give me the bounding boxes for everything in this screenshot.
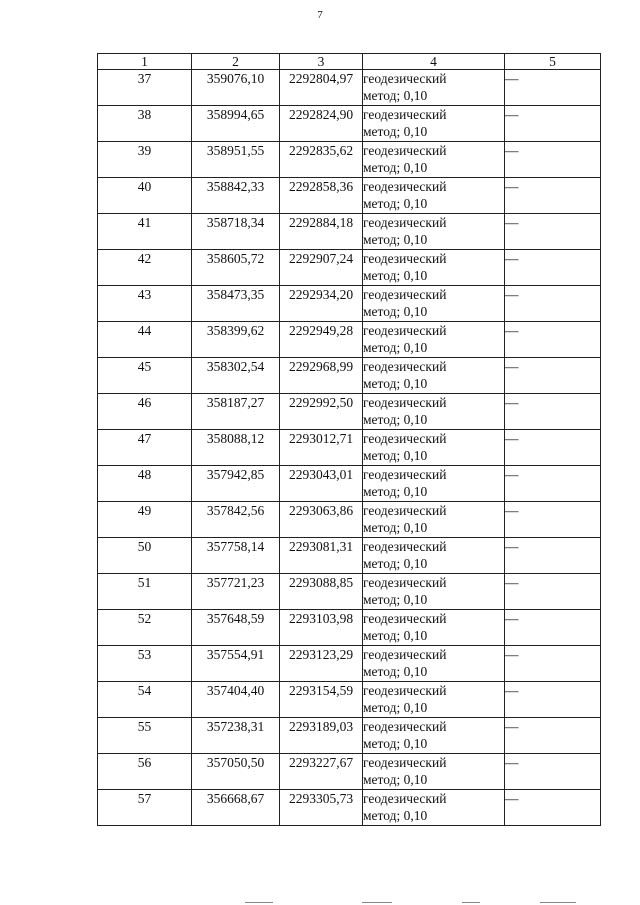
note-cell: —: [505, 682, 601, 718]
column-header: 5: [505, 54, 601, 70]
coordinate-x-cell: 358605,72: [192, 250, 280, 286]
method-cell: [363, 682, 505, 718]
coordinates-table: [97, 53, 601, 826]
method-accuracy: метод; 0,10: [363, 412, 428, 427]
method-accuracy: метод; 0,10: [363, 628, 428, 643]
note-cell: —: [505, 286, 601, 322]
coordinate-y-cell: 2292992,50: [280, 394, 363, 430]
method-accuracy: метод; 0,10: [363, 520, 428, 535]
column-header: 3: [280, 54, 363, 70]
point-number-cell: 57: [98, 790, 192, 826]
note-cell: —: [505, 322, 601, 358]
coordinate-y-cell: 2293123,29: [280, 646, 363, 682]
method-cell: [363, 358, 505, 394]
method-name: геодезический: [363, 791, 447, 806]
column-header: 2: [192, 54, 280, 70]
note-cell: —: [505, 178, 601, 214]
method-accuracy: метод; 0,10: [363, 808, 428, 823]
method-name: геодезический: [363, 539, 447, 554]
table-row: [98, 790, 601, 826]
point-number-cell: 45: [98, 358, 192, 394]
coordinate-y-cell: 2293227,67: [280, 754, 363, 790]
method-accuracy: метод; 0,10: [363, 88, 428, 103]
method-accuracy: метод; 0,10: [363, 124, 428, 139]
page-number: 7: [317, 9, 323, 21]
note-cell: —: [505, 430, 601, 466]
coordinate-y-cell: 2293154,59: [280, 682, 363, 718]
coordinate-y-cell: 2292858,36: [280, 178, 363, 214]
method-cell: [363, 250, 505, 286]
coordinate-y-cell: 2292884,18: [280, 214, 363, 250]
coordinate-x-cell: 357648,59: [192, 610, 280, 646]
coordinate-x-cell: 358302,54: [192, 358, 280, 394]
method-cell: [363, 286, 505, 322]
point-number-cell: 54: [98, 682, 192, 718]
coordinate-y-cell: 2292907,24: [280, 250, 363, 286]
table-row: [98, 754, 601, 790]
method-name: геодезический: [363, 215, 447, 230]
note-cell: —: [505, 718, 601, 754]
note-cell: —: [505, 538, 601, 574]
coordinate-x-cell: 358187,27: [192, 394, 280, 430]
method-name: геодезический: [363, 611, 447, 626]
coordinate-x-cell: 357758,14: [192, 538, 280, 574]
method-accuracy: метод; 0,10: [363, 448, 428, 463]
method-name: геодезический: [363, 647, 447, 662]
point-number-cell: 56: [98, 754, 192, 790]
method-accuracy: метод; 0,10: [363, 160, 428, 175]
method-name: геодезический: [363, 287, 447, 302]
method-accuracy: метод; 0,10: [363, 736, 428, 751]
table-row: [98, 466, 601, 502]
coordinate-x-cell: 358473,35: [192, 286, 280, 322]
note-cell: —: [505, 466, 601, 502]
point-number-cell: 41: [98, 214, 192, 250]
coordinate-y-cell: 2293081,31: [280, 538, 363, 574]
point-number-cell: 47: [98, 430, 192, 466]
table-row: [98, 286, 601, 322]
table-row: [98, 682, 601, 718]
table-row: [98, 538, 601, 574]
coordinate-y-cell: 2292968,99: [280, 358, 363, 394]
coordinate-y-cell: 2292804,97: [280, 70, 363, 106]
table-row: [98, 106, 601, 142]
method-cell: [363, 178, 505, 214]
method-cell: [363, 106, 505, 142]
coordinate-x-cell: 358951,55: [192, 142, 280, 178]
coordinate-y-cell: 2292934,20: [280, 286, 363, 322]
coordinate-x-cell: 356668,67: [192, 790, 280, 826]
method-cell: [363, 466, 505, 502]
table-row: [98, 250, 601, 286]
coordinate-y-cell: 2293189,03: [280, 718, 363, 754]
method-name: геодезический: [363, 755, 447, 770]
coordinate-y-cell: 2292824,90: [280, 106, 363, 142]
coordinate-x-cell: 357942,85: [192, 466, 280, 502]
note-cell: —: [505, 70, 601, 106]
coordinate-x-cell: 358842,33: [192, 178, 280, 214]
table-row: [98, 214, 601, 250]
table-row: [98, 718, 601, 754]
method-accuracy: метод; 0,10: [363, 268, 428, 283]
table-row: [98, 322, 601, 358]
coordinate-x-cell: 358088,12: [192, 430, 280, 466]
table-row: [98, 178, 601, 214]
note-cell: —: [505, 646, 601, 682]
coordinate-x-cell: 357721,23: [192, 574, 280, 610]
table-row: [98, 70, 601, 106]
method-accuracy: метод; 0,10: [363, 592, 428, 607]
method-cell: [363, 538, 505, 574]
point-number-cell: 38: [98, 106, 192, 142]
point-number-cell: 46: [98, 394, 192, 430]
method-cell: [363, 214, 505, 250]
method-name: геодезический: [363, 503, 447, 518]
method-name: геодезический: [363, 467, 447, 482]
table-header-row: [98, 54, 601, 70]
coordinate-y-cell: 2292949,28: [280, 322, 363, 358]
point-number-cell: 44: [98, 322, 192, 358]
note-cell: —: [505, 358, 601, 394]
point-number-cell: 52: [98, 610, 192, 646]
note-cell: —: [505, 214, 601, 250]
method-accuracy: метод; 0,10: [363, 196, 428, 211]
scan-edge-marks: [0, 900, 640, 905]
coordinate-y-cell: 2293305,73: [280, 790, 363, 826]
method-cell: [363, 430, 505, 466]
method-accuracy: метод; 0,10: [363, 376, 428, 391]
method-accuracy: метод; 0,10: [363, 232, 428, 247]
point-number-cell: 49: [98, 502, 192, 538]
coordinate-x-cell: 358399,62: [192, 322, 280, 358]
method-name: геодезический: [363, 251, 447, 266]
note-cell: —: [505, 574, 601, 610]
method-accuracy: метод; 0,10: [363, 556, 428, 571]
method-name: геодезический: [363, 683, 447, 698]
table-row: [98, 574, 601, 610]
method-name: геодезический: [363, 107, 447, 122]
point-number-cell: 37: [98, 70, 192, 106]
note-cell: —: [505, 250, 601, 286]
note-cell: —: [505, 610, 601, 646]
coordinate-x-cell: 357404,40: [192, 682, 280, 718]
method-cell: [363, 142, 505, 178]
method-name: геодезический: [363, 179, 447, 194]
method-cell: [363, 754, 505, 790]
method-name: геодезический: [363, 71, 447, 86]
point-number-cell: 50: [98, 538, 192, 574]
point-number-cell: 40: [98, 178, 192, 214]
note-cell: —: [505, 142, 601, 178]
method-cell: [363, 610, 505, 646]
point-number-cell: 48: [98, 466, 192, 502]
table-row: [98, 610, 601, 646]
note-cell: —: [505, 502, 601, 538]
coordinate-x-cell: 357238,31: [192, 718, 280, 754]
column-header: 1: [98, 54, 192, 70]
coordinate-x-cell: 359076,10: [192, 70, 280, 106]
table-row: [98, 430, 601, 466]
point-number-cell: 55: [98, 718, 192, 754]
note-cell: —: [505, 106, 601, 142]
coordinate-y-cell: 2293012,71: [280, 430, 363, 466]
column-header: 4: [363, 54, 505, 70]
note-cell: —: [505, 790, 601, 826]
point-number-cell: 53: [98, 646, 192, 682]
method-cell: [363, 790, 505, 826]
table-row: [98, 358, 601, 394]
method-accuracy: метод; 0,10: [363, 484, 428, 499]
table-body: [98, 70, 601, 826]
note-cell: —: [505, 394, 601, 430]
coordinate-y-cell: 2292835,62: [280, 142, 363, 178]
method-cell: [363, 70, 505, 106]
table-row: [98, 142, 601, 178]
coordinate-x-cell: 357050,50: [192, 754, 280, 790]
method-cell: [363, 502, 505, 538]
method-name: геодезический: [363, 575, 447, 590]
method-cell: [363, 394, 505, 430]
table-row: [98, 646, 601, 682]
point-number-cell: 51: [98, 574, 192, 610]
note-cell: —: [505, 754, 601, 790]
coordinate-y-cell: 2293103,98: [280, 610, 363, 646]
point-number-cell: 43: [98, 286, 192, 322]
method-cell: [363, 322, 505, 358]
coordinate-y-cell: 2293088,85: [280, 574, 363, 610]
method-name: геодезический: [363, 359, 447, 374]
method-name: геодезический: [363, 395, 447, 410]
table-row: [98, 394, 601, 430]
method-accuracy: метод; 0,10: [363, 772, 428, 787]
method-name: геодезический: [363, 143, 447, 158]
method-name: геодезический: [363, 431, 447, 446]
coordinate-y-cell: 2293043,01: [280, 466, 363, 502]
method-accuracy: метод; 0,10: [363, 340, 428, 355]
method-accuracy: метод; 0,10: [363, 304, 428, 319]
method-accuracy: метод; 0,10: [363, 700, 428, 715]
method-cell: [363, 574, 505, 610]
point-number-cell: 39: [98, 142, 192, 178]
table-row: [98, 502, 601, 538]
method-name: геодезический: [363, 323, 447, 338]
method-accuracy: метод; 0,10: [363, 664, 428, 679]
point-number-cell: 42: [98, 250, 192, 286]
coordinate-x-cell: 357554,91: [192, 646, 280, 682]
coordinate-x-cell: 357842,56: [192, 502, 280, 538]
method-name: геодезический: [363, 719, 447, 734]
coordinate-x-cell: 358718,34: [192, 214, 280, 250]
method-cell: [363, 718, 505, 754]
coordinate-x-cell: 358994,65: [192, 106, 280, 142]
coordinate-y-cell: 2293063,86: [280, 502, 363, 538]
method-cell: [363, 646, 505, 682]
